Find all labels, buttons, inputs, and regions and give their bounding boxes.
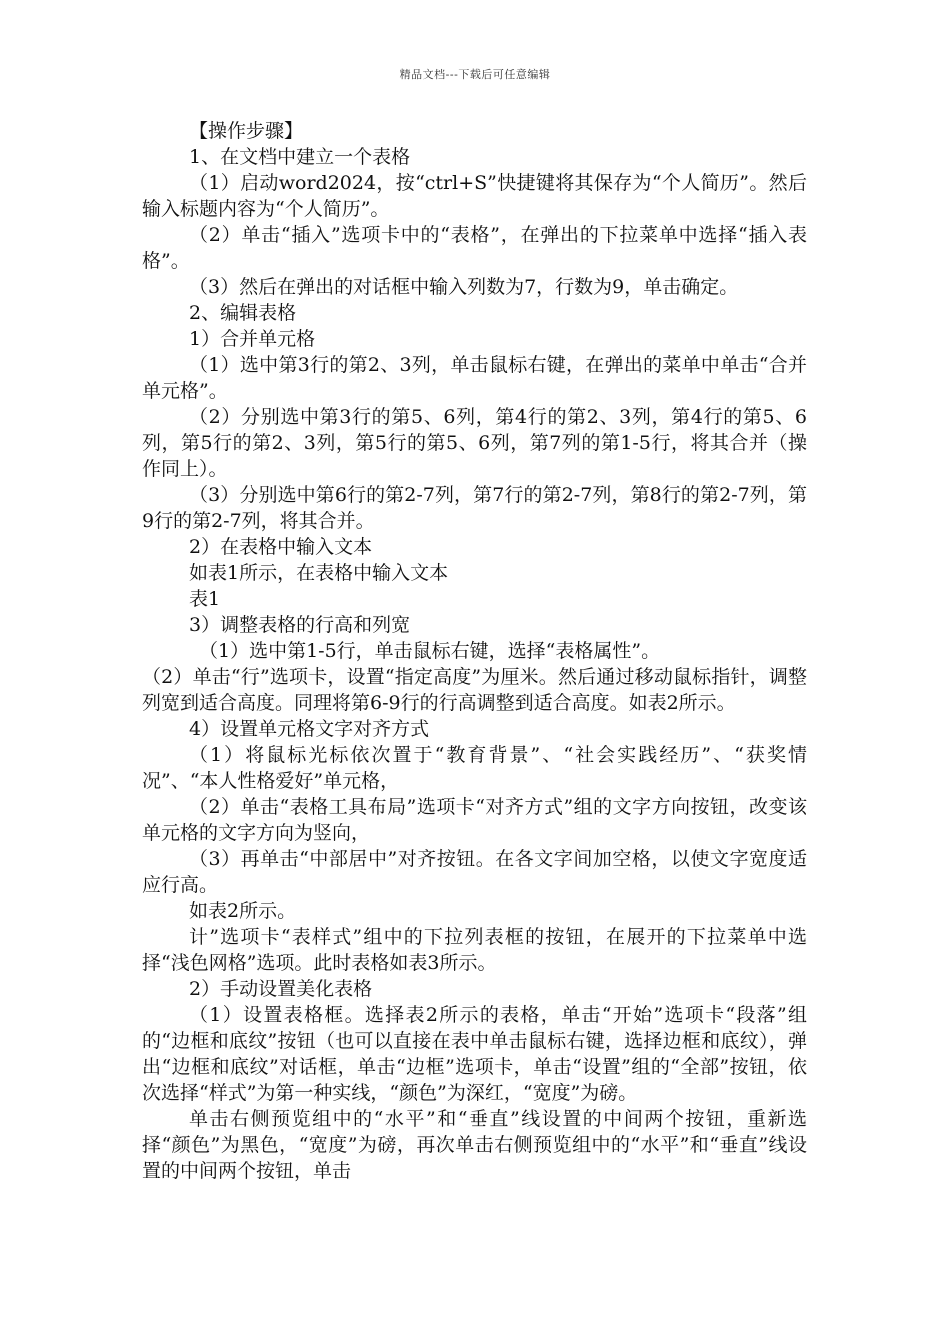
paragraph: （1）选中第1-5行，单击鼠标右键，选择“表格属性”。 xyxy=(199,640,661,662)
paragraph: 计”选项卡“表样式”组中的下拉列表框的按钮，在展开的下拉菜单中选择“浅色网格”选项。此时表格如表3所示。 xyxy=(142,926,807,974)
paragraph: （2）单击“表格工具布局”选项卡“对齐方式”组的文字方向按钮，改变该单元格的文字方向为竖向， xyxy=(142,796,807,844)
page-header: 精品文档---下载后可任意编辑 xyxy=(399,68,551,81)
paragraph: 如表1所示，在表格中输入文本 xyxy=(189,562,449,584)
sub-heading-row-column-size: 3）调整表格的行高和列宽 xyxy=(189,614,411,636)
sub-heading-enter-text: 2）在表格中输入文本 xyxy=(189,536,373,558)
paragraph: （3）再单击“中部居中”对齐按钮。在各文字间加空格，以使文字宽度适应行高。 xyxy=(142,848,807,896)
paragraph: （1）设置表格框。选择表2所示的表格，单击“开始”选项卡“段落”组的“边框和底纹”按钮（也可以直接在表中单击鼠标右键，选择边框和底纹），弹出“边框和底纹”对话框，单击“边框”选项卡，单击“设置”组的“全部”按钮，依次选择“样式”为第一种实线，“颜色”为深红，“宽度”为磅。 xyxy=(142,1004,807,1104)
step-heading-edit-table: 2、编辑表格 xyxy=(189,302,297,324)
table-caption: 表1 xyxy=(189,588,221,610)
sub-heading-manual-beautify: 2）手动设置美化表格 xyxy=(189,978,373,1000)
document-body xyxy=(142,118,807,1184)
paragraph: （3）然后在弹出的对话框中输入列数为7，行数为9，单击确定。 xyxy=(189,276,739,298)
section-heading-steps: 【操作步骤】 xyxy=(189,120,304,142)
sub-heading-cell-alignment: 4）设置单元格文字对齐方式 xyxy=(189,718,430,740)
paragraph: （1）将鼠标光标依次置于“教育背景”、“社会实践经历”、“获奖情况”、“本人性格爱好”单元格， xyxy=(142,744,807,792)
paragraph: （1）选中第3行的第2、3列，单击鼠标右键，在弹出的菜单中单击“合并单元格”。 xyxy=(142,354,807,402)
paragraph: （1）启动word2024，按“ctrl+S”快捷键将其保存为“个人简历”。然后输入标题内容为“个人简历”。 xyxy=(142,172,807,220)
paragraph: （2）分别选中第3行的第5、6列，第4行的第2、3列，第4行的第5、6列，第5行的第2、3列，第5行的第5、6列，第7列的第1-5行，将其合并（操作同上）。 xyxy=(142,406,807,480)
step-heading-create-table: 1、在文档中建立一个表格 xyxy=(189,146,411,168)
paragraph: （3）分别选中第6行的第2-7列，第7行的第2-7列，第8行的第2-7列，第9行的第2-7列，将其合并。 xyxy=(142,484,807,532)
paragraph: 如表2所示。 xyxy=(189,900,297,922)
sub-heading-merge-cells: 1）合并单元格 xyxy=(189,328,316,350)
paragraph: （2）单击“行”选项卡，设置“指定高度”为厘米。然后通过移动鼠标指针，调整列宽到适合高度。同理将第6-9行的行高调整到适合高度。如表2所示。 xyxy=(142,666,807,714)
paragraph: （2）单击“插入”选项卡中的“表格”，在弹出的下拉菜单中选择“插入表格”。 xyxy=(142,224,807,272)
paragraph: 单击右侧预览组中的“水平”和“垂直”线设置的中间两个按钮，重新选择“颜色”为黑色，“宽度”为磅，再次单击右侧预览组中的“水平”和“垂直”线设置的中间两个按钮，单击 xyxy=(142,1108,807,1182)
